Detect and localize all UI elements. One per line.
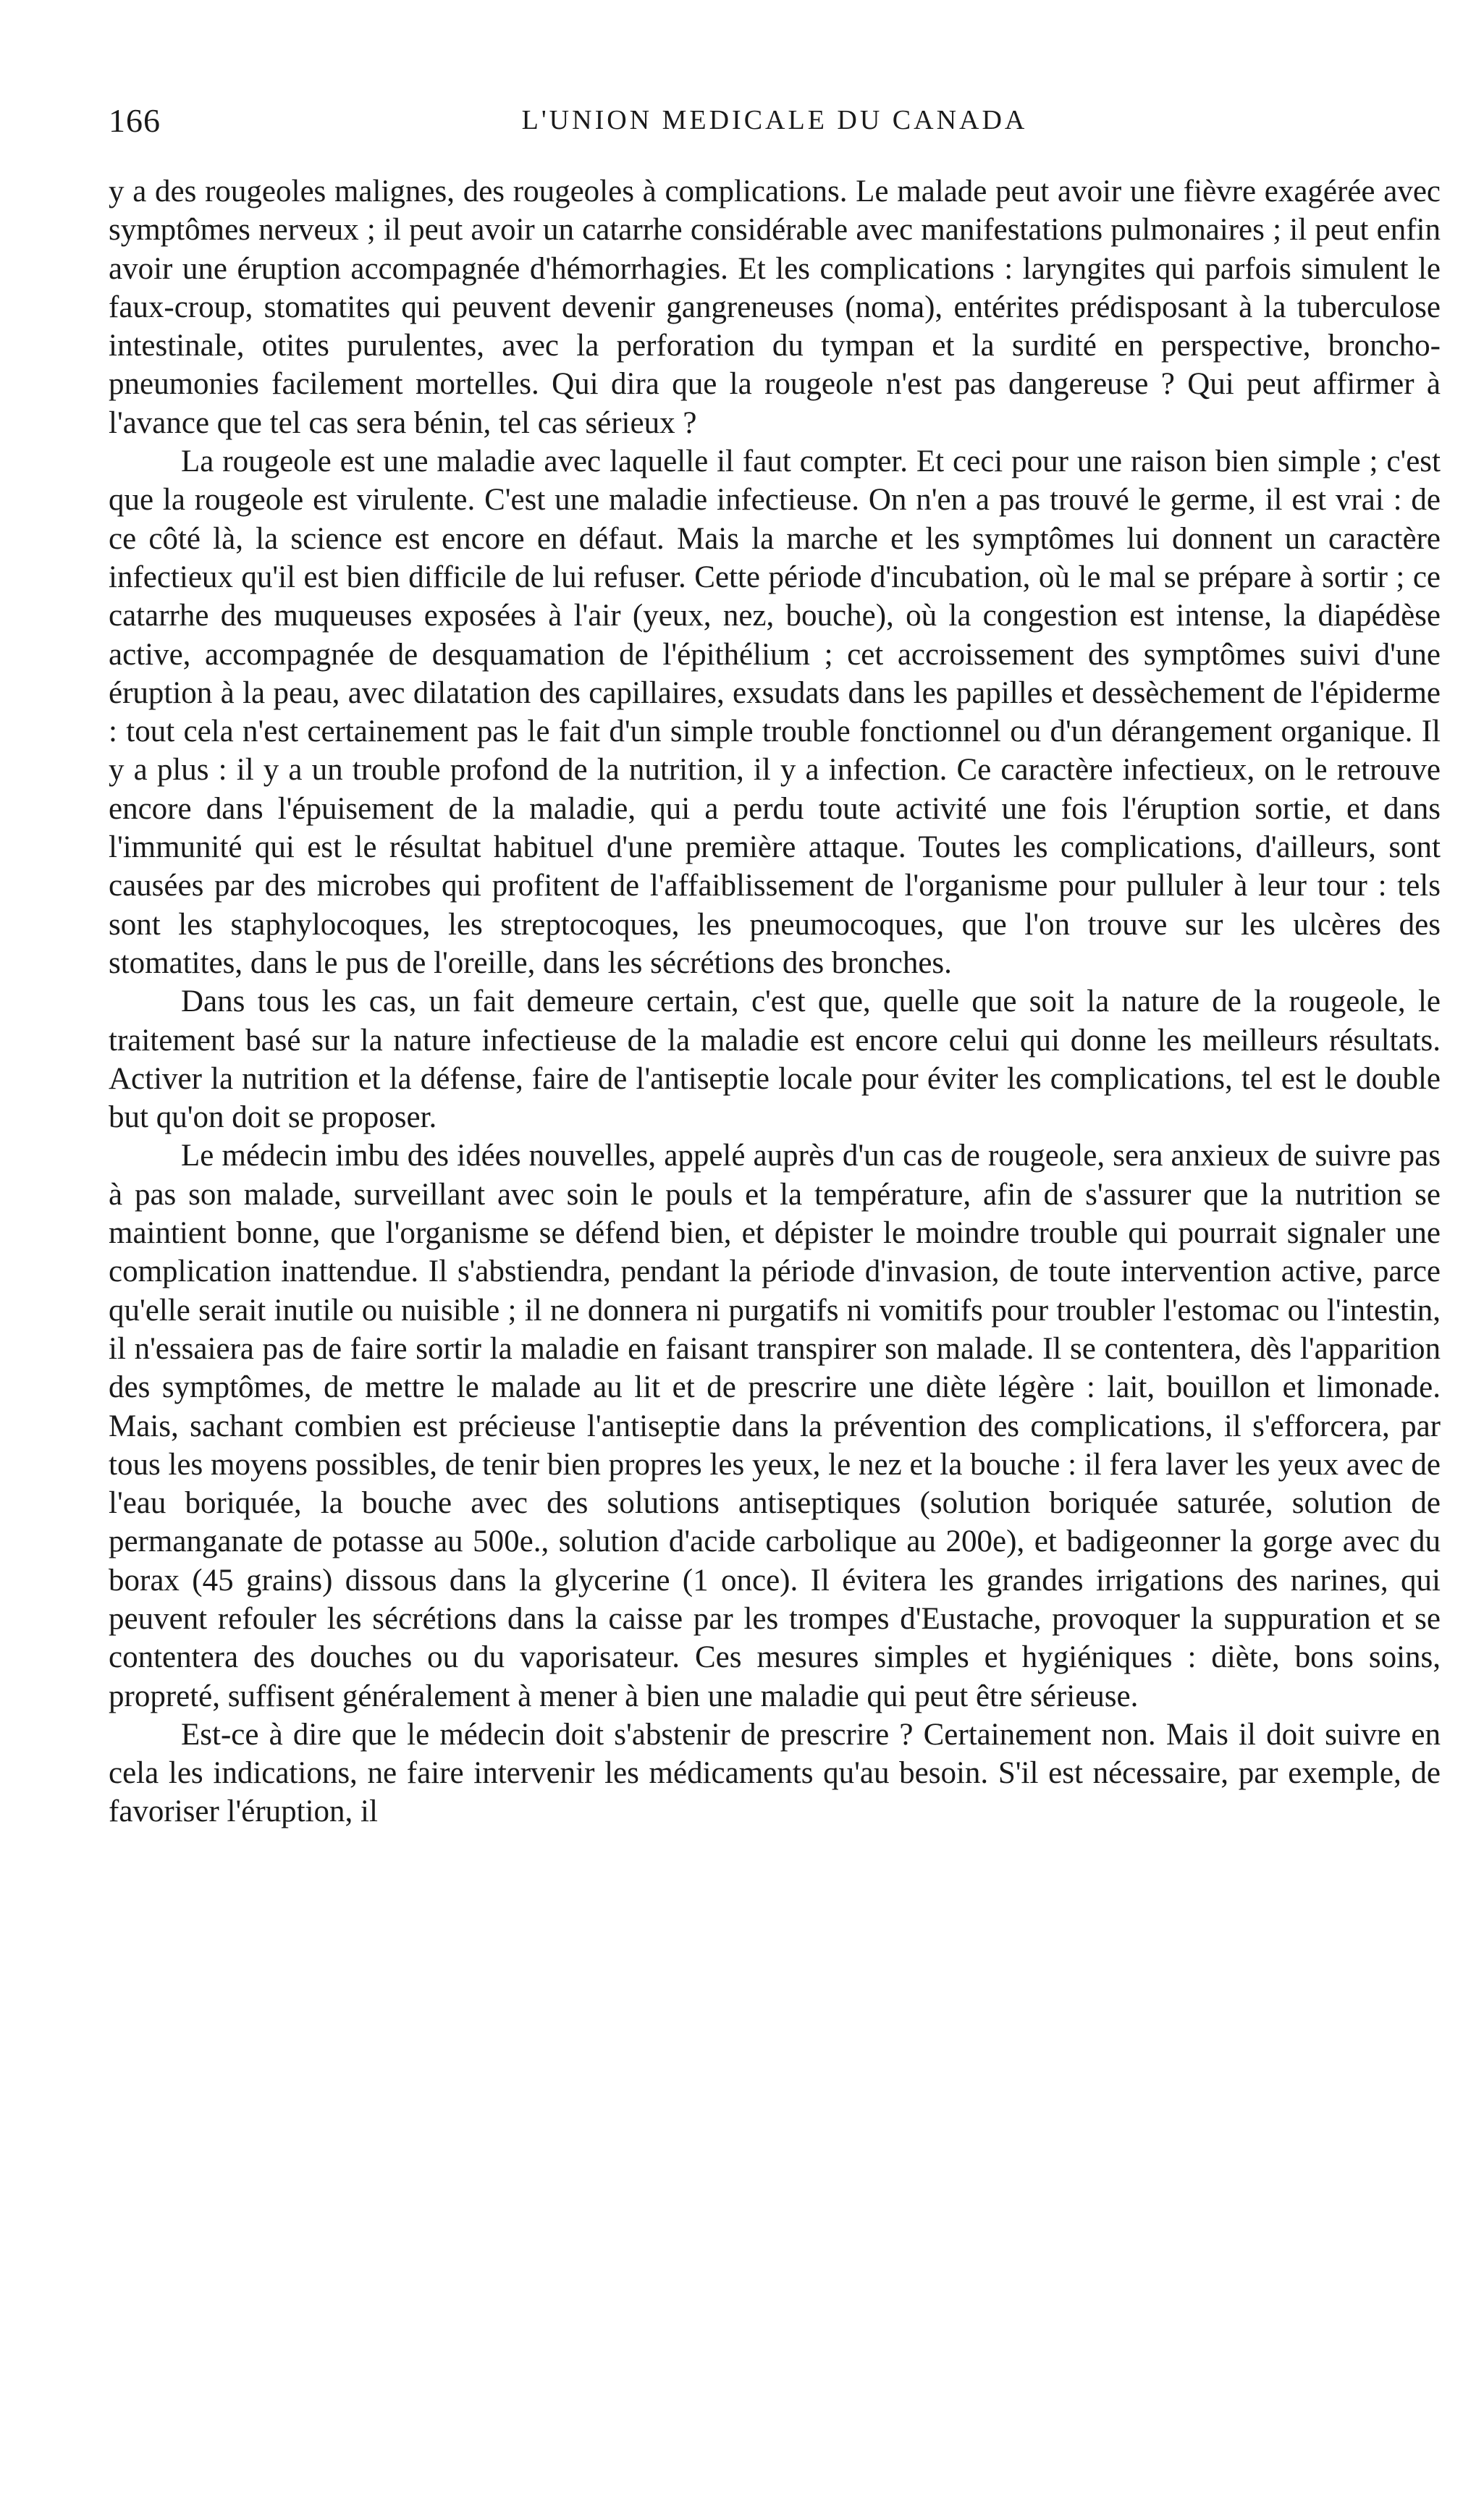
- paragraph: Le médecin imbu des idées nouvelles, appelé auprès d'un cas de rougeole, sera anxieux de suivre pas à pas son malade, surveillant avec soin le pouls et la température, afin de s'assurer que la nutrition se maintient bonne, que l'organisme se défend bien, et dépister le moindre trouble qui pourrait signaler une complication inattendue. Il s'abstiendra, pendant la période d'invasion, de toute intervention active, parce qu'elle serait inutile ou nuisible ; il ne donnera ni purgatifs ni vomitifs pour troubler l'estomac ou l'intestin, il n'essaiera pas de faire sortir la maladie en faisant transpirer son malade. Il se contentera, dès l'apparition des symptômes, de mettre le malade au lit et de prescrire une diète légère : lait, bouillon et limonade. Mais, sachant combien est précieuse l'antiseptie dans la prévention des complications, il s'efforcera, par tous les moyens possibles, de tenir bien propres les yeux, le nez et la bouche : il fera laver les yeux avec de l'eau boriquée, la bouche avec des solutions antiseptiques (solution boriquée saturée, solution de permanganate de potasse au 500e., solution d'acide carbolique au 200e), et badigeonner la gorge avec du borax (45 grains) dissous dans la glycerine (1 once). Il évitera les grandes irrigations des narines, qui peuvent refouler les sécrétions dans la caisse par les trompes d'Eustache, provoquer la suppuration et se contentera des douches ou du vaporisateur. Ces mesures simples et hygiéniques : diète, bons soins, propreté, suffisent généralement à mener à bien une maladie qui peut être sérieuse.: [109, 1139, 1441, 1713]
- running-head: [109, 94, 1441, 159]
- paragraph: Est-ce à dire que le médecin doit s'abstenir de prescrire ? Certainement non. Mais il doit suivre en cela les indications, ne faire intervenir les médicaments qu'au besoin. S'il est nécessaire, par exemple, de favoriser l'éruption, il: [109, 1717, 1441, 1829]
- journal-title: L'UNION MEDICALE DU CANADA: [521, 105, 1028, 135]
- paragraph-continued: y a des rougeoles malignes, des rougeoles à complications. Le malade peut avoir une fièvre exagérée avec symptômes nerveux ; il peut avoir un catarrhe considérable avec manifestations pulmonaires ; il peut enfin avoir une éruption accompagnée d'hémorrhagies. Et les complications : laryngites qui parfois simulent le faux-croup, stomatites qui peuvent devenir gangreneuses (noma), entérites prédisposant à la tuberculose intestinale, otites purulentes, avec la perforation du tympan et la surdité en perspective, broncho-pneumonies facilement mortelles. Qui dira que la rougeole n'est pas dangereuse ? Qui peut affirmer à l'avance que tel cas sera bénin, tel cas sérieux ?: [109, 174, 1441, 440]
- paragraph: La rougeole est une maladie avec laquelle il faut compter. Et ceci pour une raison bien simple ; c'est que la rougeole est virulente. C'est une maladie infectieuse. On n'en a pas trouvé le germe, il est vrai : de ce côté là, la science est encore en défaut. Mais la marche et les symptômes lui donnent un caractère infectieux qu'il est bien difficile de lui refuser. Cette période d'incubation, où le mal se prépare à sortir ; ce catarrhe des muqueuses exposées à l'air (yeux, nez, bouche), où la congestion est intense, la diapédèse active, accompagnée de desquamation de l'épithélium ; cet accroissement des symptômes suivi d'une éruption à la peau, avec dilatation des capillaires, exsudats dans les papilles et dessèchement de l'épiderme : tout cela n'est certainement pas le fait d'un simple trouble fonctionnel ou d'un dérangement organique. Il y a plus : il y a un trouble profond de la nutrition, il y a infection. Ce caractère infectieux, on le retrouve encore dans l'épuisement de la maladie, qui a perdu toute activité une fois l'éruption sortie, et dans l'immunité qui est le résultat habituel d'une première attaque. Toutes les complications, d'ailleurs, sont causées par des microbes qui profitent de l'affaiblissement de l'organisme pour pulluler à leur tour : tels sont les staphylocoques, les streptocoques, les pneumocoques, que l'on trouve sur les ulcères des stomatites, dans le pus de l'oreille, dans les sécrétions des bronches.: [109, 444, 1441, 980]
- page-number: 166: [109, 102, 161, 139]
- document-page: [109, 94, 1441, 2447]
- body-text: [109, 172, 1441, 1831]
- paragraph: Dans tous les cas, un fait demeure certain, c'est que, quelle que soit la nature de la rougeole, le traitement basé sur la nature infectieuse de la maladie est encore celui qui donne les meilleurs résultats. Activer la nutrition et la défense, faire de l'antiseptie locale pour éviter les complications, tel est le double but qu'on doit se proposer.: [109, 984, 1441, 1135]
